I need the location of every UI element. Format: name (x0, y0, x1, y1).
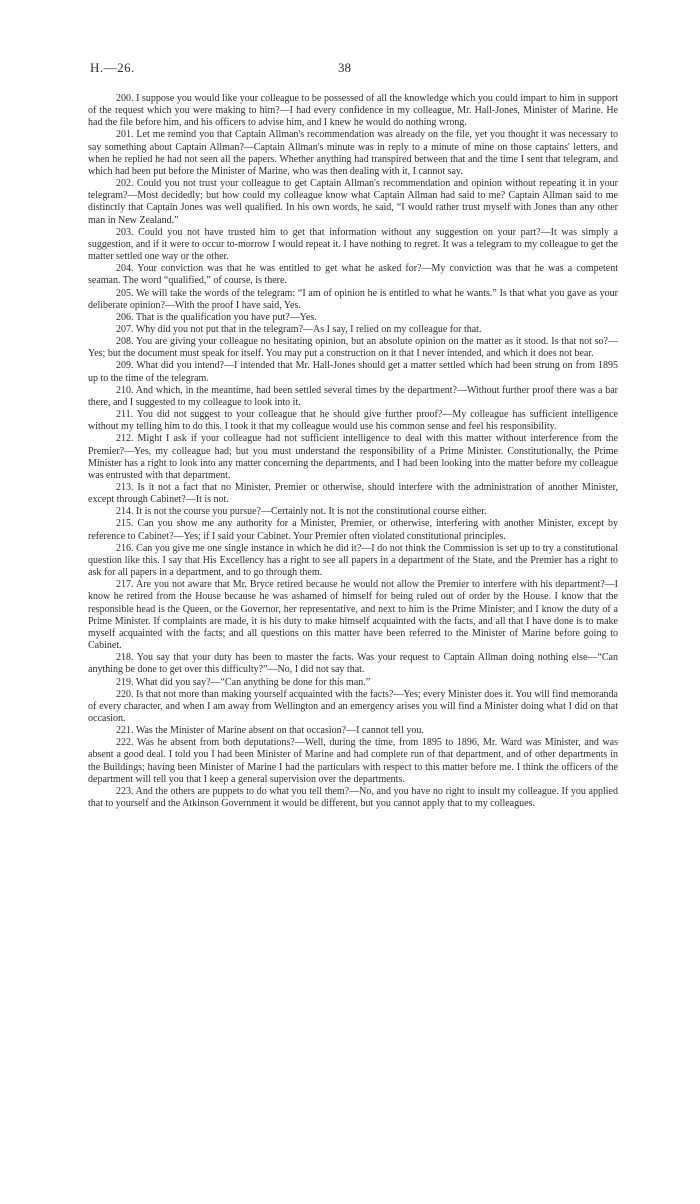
paragraph-210: 210. And which, in the meantime, had been settled several times by the department?—Without further proof there was a bar there, and I suggested to my colleague to look into it. (88, 384, 618, 408)
paragraph-212: 212. Might I ask if your colleague had not sufficient intelligence to deal with this matter without interference from the Premier?—Yes, my colleague had; but you must understand the responsibility of a Prime Minister. Constitutionally, the Prime Minister has a right to look into any matter concerning the departments, and I had been looking into the matter before my colleague was entrusted with that department. (88, 433, 618, 481)
paragraph-203: 203. Could you not have trusted him to get that information without any suggestion on your part?—It was simply a suggestion, and if it were to occur to-morrow I would repeat it. I have nothing to regret. It was a telegram to my colleague to get the matter settled one way or the other. (88, 226, 618, 263)
paragraph-200: 200. I suppose you would like your colleague to be possessed of all the knowledge which you could impart to him in support of the request which you were making to him?—I had every confidence in my colleague, Mr. Hall-Jones, Minister of Marine. He had the file before him, and his officers to advise him, and I knew he would do nothing wrong. (88, 93, 618, 129)
paragraph-201: 201. Let me remind you that Captain Allman's recommendation was already on the file, yet you thought it was necessary to say something about Captain Allman?—Captain Allman's minute was in reply to a minute of mine on those captains' letters, and when he replied he had not seen all the papers. Whether anything had transpired between that and the time I sent that telegram, and which had been put before the Minister of Marine, who was then dealing with it, I cannot say. (88, 129, 618, 177)
document-reference: H.—26. (90, 60, 135, 75)
paragraph-213: 213. Is it not a fact that no Minister, Premier or otherwise, should interfere with the administration of another Minister, except through Cabinet?—It is not. (88, 482, 618, 506)
paragraph-205: 205. We will take the words of the telegram: “I am of opinion he is entitled to what he wants.” Is that what you gave as your deliberate opinion?—With the proof I have said, Yes. (88, 287, 618, 311)
paragraph-202: 202. Could you not trust your colleague to get Captain Allman's recommendation and opinion without repeating it in your telegram?—Most decidedly; but how could my colleague know what Captain Allman had said to me? Captain Allman said to me distinctly that Captain Jones was well qualified. In his own words, he said, “I would rather trust myself with Jones than any other man in New Zealand.” (88, 178, 618, 226)
paragraph-208: 208. You are giving your colleague no hesitating opinion, but an absolute opinion on the matter as it stood. Is that not so?—Yes; but the document must speak for itself. You may put a construction on it that I never intended, and which it does not bear. (88, 336, 618, 360)
paragraph-220: 220. Is that not more than making yourself acquainted with the facts?—Yes; every Minister does it. You will find memoranda of every character, and when I am away from Wellington and an emergency arises you will find a Minister doing what I did on that occasion. (88, 688, 618, 724)
paragraph-215: 215. Can you show me any authority for a Minister, Premier, or otherwise, interfering with another Minister, except by reference to Cabinet?—Yes; if I said your Cabinet. Your Premier often violated constitutional principles. (88, 518, 618, 542)
page-number: 38 (338, 60, 351, 75)
paragraph-221: 221. Was the Minister of Marine absent on that occasion?—I cannot tell you. (116, 725, 424, 737)
paragraph-206: 206. That is the qualification you have put?—Yes. (116, 311, 317, 323)
paragraph-223: 223. And the others are puppets to do what you tell them?—No, and you have no right to insult my colleague. If you applied that to yourself and the Atkinson Government it would be different, but you cannot apply that to my colleagues. (88, 785, 618, 810)
evidence-transcript (88, 93, 618, 810)
paragraph-216: 216. Can you give me one single instance in which he did it?—I do not think the Commission is set up to try a constitutional question like this. I say that His Excellency has a right to see all papers in a department of the State, and the Premier has a right to ask for all papers in a department, and to go through them. (88, 542, 618, 579)
paragraph-214: 214. It is not the course you pursue?—Certainly not. It is not the constitutional course either. (116, 506, 487, 518)
page-header (90, 60, 615, 80)
paragraph-218: 218. You say that your duty has been to master the facts. Was your request to Captain Allman doing nothing else—“Can anything be done to get over this difficulty?”—No, I did not say that. (88, 652, 618, 676)
paragraph-207: 207. Why did you not put that in the telegram?—As I say, I relied on my colleague for that. (116, 323, 482, 335)
paragraph-204: 204. Your conviction was that he was entitled to get what he asked for?—My conviction was that he was a competent seaman. The word “qualified,” of course, is there. (88, 263, 618, 287)
paragraph-222: 222. Was he absent from both deputations?—Well, during the time, from 1895 to 1896, Mr. Ward was Minister, and was absent a good deal. I told you I had been Minister of Marine and had complete run of that department, and of other departments in the Buildings; having been Minister of Marine I had the particulars with respect to this matter before me. I think the officers of the department will tell you that I keep a general supervision over the departments. (88, 737, 618, 785)
paragraph-209: 209. What did you intend?—I intended that Mr. Hall-Jones should get a matter settled which had been strung on from 1895 up to the time of the telegram. (88, 360, 618, 384)
paragraph-219: 219. What did you say?—“Can anything be done for this man.” (116, 676, 371, 688)
paragraph-217: 217. Are you not aware that Mr. Bryce retired because he would not allow the Premier to interfere with his department?—I know he retired from the House because he was ashamed of himself for being ruled out of order by the House. I know that the responsible head is the Queen, or the Governor, her representative, and next to him is the Prime Minister; and I know the duty of a Prime Minister. If complaints are made, it is his duty to make himself acquainted with the facts, and all that I have done is to make myself acquainted with the facts; and all questions on this matter have been referred to the Minister of Marine before going to Cabinet. (88, 579, 618, 652)
paragraph-211: 211. You did not suggest to your colleague that he should give further proof?—My colleague has sufficient intelligence without my telling him to do this. I took it that my colleague would use his common sense and feel his responsibility. (88, 409, 618, 433)
